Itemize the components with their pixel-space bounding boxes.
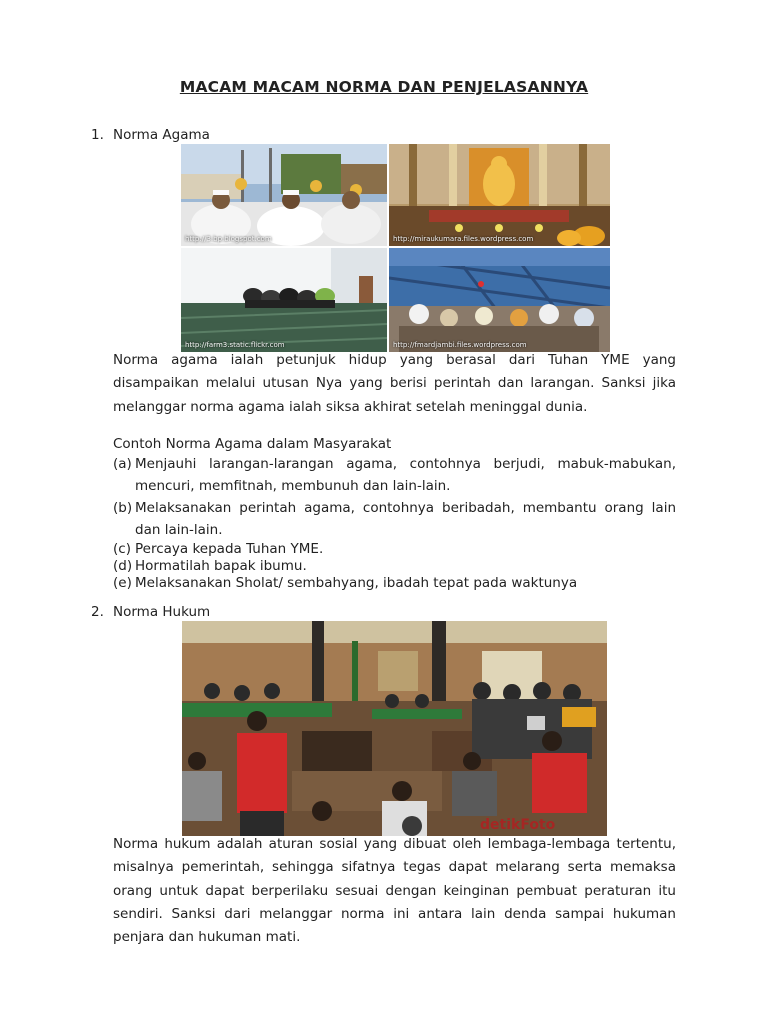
photo-caption: http://3.bp.blogspot.com xyxy=(185,235,272,243)
section-2-body: Norma hukum adalah aturan sosial yang dibuat oleh lembaga-lembaga tertentu, misalnya pemerintah, sehingga sifatnya tegas dapat melarang serta memaksa orang untuk dapat berperilaku sesuai dengan keinginan pembuat peraturan itu sendiri. Sanksi dari melanggar norma ini antara lain denda sampai hukuman penjara dan hukuman mati. xyxy=(113,836,676,946)
section-2-number: 2. xyxy=(91,604,104,620)
examples-title-text: Contoh Norma Agama dalam Masyarakat xyxy=(113,436,392,452)
hindu-ceremony-photo xyxy=(181,144,387,246)
photo-caption: http://farm3.static.flickr.com xyxy=(185,341,285,349)
list-item-text: Menjauhi larangan-larangan agama, contohnya berjudi, mabuk-mabukan, mencuri, memfitnah, membunuh dan lain-lain. xyxy=(135,456,676,494)
muslim-prayer-photo xyxy=(181,248,387,352)
examples-title xyxy=(113,436,676,453)
church-gathering-photo xyxy=(389,248,610,352)
photo-caption: http://fmardjambi.files.wordpress.com xyxy=(393,341,527,349)
list-item xyxy=(113,497,676,541)
list-item-text: Melaksanakan perintah agama, contohnya beribadah, membantu orang lain dan lain-lain. xyxy=(135,500,676,538)
section-2-paragraph xyxy=(113,833,676,949)
religion-photo-collage xyxy=(181,144,610,352)
section-2-title: Norma Hukum xyxy=(113,604,211,620)
section-1-examples xyxy=(113,436,676,592)
document-title: MACAM MACAM NORMA DAN PENJELASANNYA xyxy=(179,78,589,96)
photo-watermark: detikFoto xyxy=(480,817,556,833)
list-item xyxy=(113,541,676,558)
list-item-text: Melaksanakan Sholat/ sembahyang, ibadah tepat pada waktunya xyxy=(135,575,578,591)
list-item xyxy=(113,453,676,497)
section-1-title: Norma Agama xyxy=(113,127,210,143)
section-2-heading xyxy=(91,604,210,620)
courtroom-photo xyxy=(182,621,607,836)
buddhist-temple-photo xyxy=(389,144,610,246)
photo-caption: http://miraukumara.files.wordpress.com xyxy=(393,235,534,243)
list-marker: (d) xyxy=(113,558,133,574)
list-marker: (a) xyxy=(113,456,132,472)
section-1-body: Norma agama ialah petunjuk hidup yang berasal dari Tuhan YME yang disampaikan melalui utusan Nya yang berisi perintah dan larangan. Sanksi jika melanggar norma agama ialah siksa akhirat setelah meninggal dunia. xyxy=(113,352,676,415)
list-item-text: Percaya kepada Tuhan YME. xyxy=(135,541,324,557)
section-1-paragraph xyxy=(113,349,676,419)
list-item xyxy=(113,575,676,592)
section-1-number: 1. xyxy=(91,127,104,143)
list-item xyxy=(113,558,676,575)
list-item-text: Hormatilah bapak ibumu. xyxy=(135,558,307,574)
list-marker: (b) xyxy=(113,500,133,516)
section-1-heading xyxy=(91,127,210,143)
list-marker: (c) xyxy=(113,541,131,557)
list-marker: (e) xyxy=(113,575,132,591)
